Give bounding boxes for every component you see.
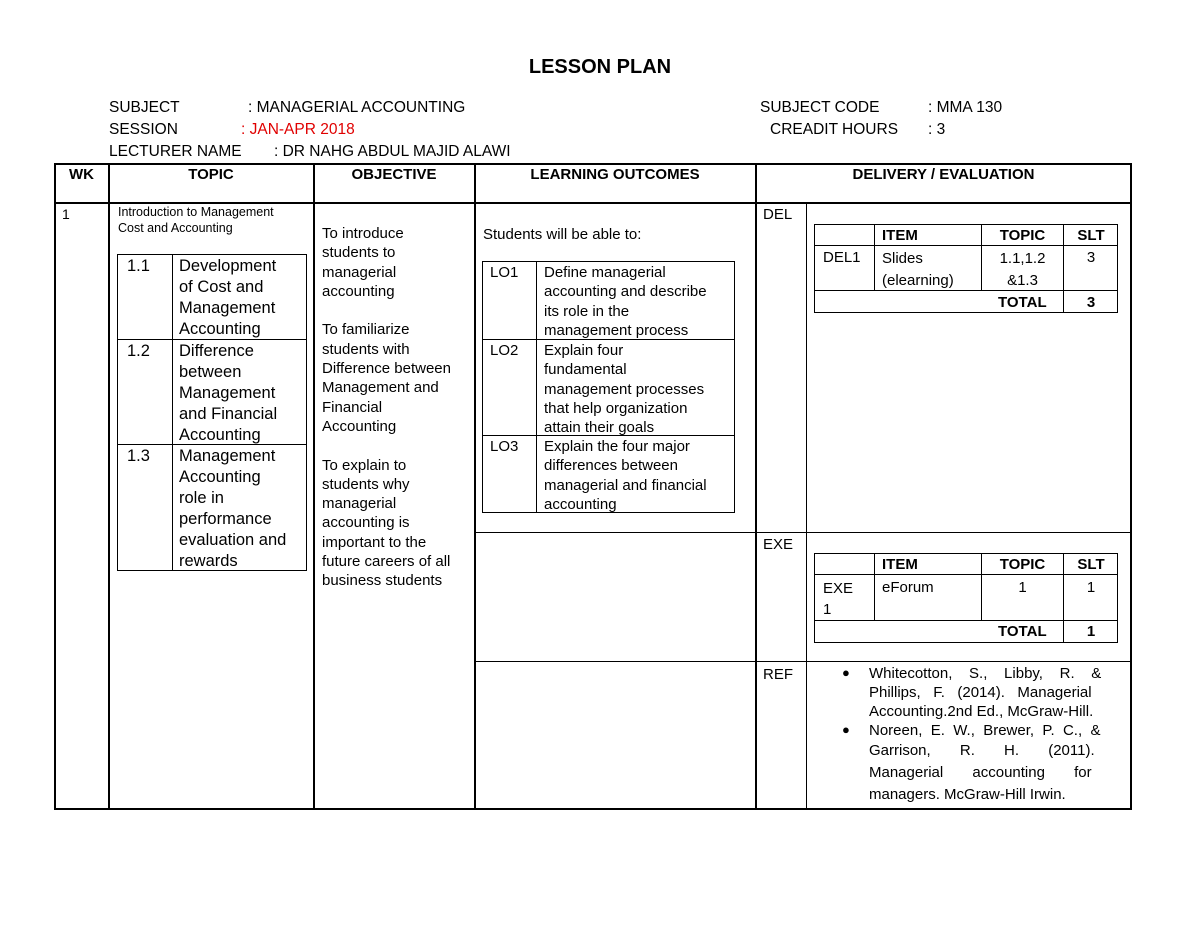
del-total-value: 3 — [1086, 294, 1096, 311]
topic-item-number: 1.1 — [127, 257, 150, 275]
del-label: DEL — [763, 206, 793, 223]
column-header-delivery-evaluation: DELIVERY / EVALUATION — [852, 166, 1035, 183]
exe-row-code: EXE 1 — [823, 580, 854, 618]
exe-row-slt: 1 — [1086, 579, 1096, 596]
exe-header-topic: TOPIC — [999, 556, 1046, 573]
topic-item-number: 1.2 — [127, 342, 150, 360]
subject-value: : MANAGERIAL ACCOUNTING — [248, 99, 466, 116]
del-total-label: TOTAL — [998, 294, 1047, 311]
week-number: 1 — [62, 206, 70, 222]
objective-text: To introduce students to managerial accounting To familiarize students with Difference between Management and Financial Accounting To explain to students why managerial accounting is important to the future careers of all business students — [322, 225, 451, 590]
topic-item-text: Development of Cost and Management Accounting — [179, 257, 277, 338]
topic-item-text: Management Accounting role in performance evaluation and rewards — [179, 447, 287, 570]
column-header-wk: WK — [69, 166, 94, 183]
exe-total-value: 1 — [1086, 623, 1096, 640]
del-row-topic: 1.1,1.2 &1.3 — [999, 250, 1046, 289]
topic-item-number: 1.3 — [127, 447, 150, 465]
del-header-item: ITEM — [882, 227, 918, 244]
exe-header-item: ITEM — [882, 556, 918, 573]
lecturer-label: LECTURER NAME — [109, 143, 242, 160]
exe-row-topic: 1 — [1018, 579, 1027, 596]
session-label: SESSION — [109, 121, 178, 138]
topic-item-text: Difference between Management and Financial Accounting — [179, 342, 278, 444]
del-header-slt: SLT — [1077, 227, 1105, 244]
lo-code: LO2 — [490, 342, 519, 359]
del-row-item: Slides (elearning) — [882, 250, 954, 289]
lo-text: Explain four fundamental management processes that help organization attain their goals — [544, 342, 705, 437]
credit-hours-value: : 3 — [928, 121, 946, 138]
exe-label: EXE — [763, 536, 794, 553]
exe-header-slt: SLT — [1077, 556, 1105, 573]
reference-item: Noreen, E. W., Brewer, P. C., & Garrison, R. H. (2011). Managerial accounting for managers. McGraw-Hill Irwin. — [869, 722, 1101, 803]
lo-code: LO1 — [490, 264, 519, 281]
credit-hours-label: CREADIT HOURS — [770, 121, 899, 138]
page-title: LESSON PLAN — [528, 56, 672, 78]
subject-code-label: SUBJECT CODE — [760, 99, 880, 116]
del-header-topic: TOPIC — [999, 227, 1046, 244]
column-header-objective: OBJECTIVE — [351, 166, 437, 183]
learning-outcomes-intro: Students will be able to: — [483, 226, 642, 243]
lo-text: Define managerial accounting and describe its role in the management process — [544, 264, 707, 339]
bullet-icon: ● — [842, 722, 850, 737]
lecturer-value: : DR NAHG ABDUL MAJID ALAWI — [274, 143, 511, 160]
bullet-icon: ● — [842, 665, 850, 680]
topic-heading: Introduction to Management Cost and Accounting — [118, 205, 274, 235]
lo-text: Explain the four major differences between managerial and financial accounting — [544, 438, 707, 513]
subject-code-value: : MMA 130 — [928, 99, 1003, 116]
column-header-learning-outcomes: LEARNING OUTCOMES — [530, 166, 700, 183]
session-value: : JAN-APR 2018 — [241, 121, 355, 138]
reference-item: Whitecotton, S., Libby, R. & Phillips, F. (2014). Managerial Accounting.2nd Ed., McGraw-Hill. — [869, 665, 1102, 720]
subject-label: SUBJECT — [109, 99, 180, 116]
exe-row-item: eForum — [882, 579, 934, 596]
ref-label: REF — [763, 666, 793, 683]
lo-code: LO3 — [490, 438, 519, 455]
exe-total-label: TOTAL — [998, 623, 1047, 640]
del-row-slt: 3 — [1086, 249, 1096, 266]
del-row-code: DEL1 — [823, 249, 861, 266]
column-header-topic: TOPIC — [188, 166, 234, 183]
